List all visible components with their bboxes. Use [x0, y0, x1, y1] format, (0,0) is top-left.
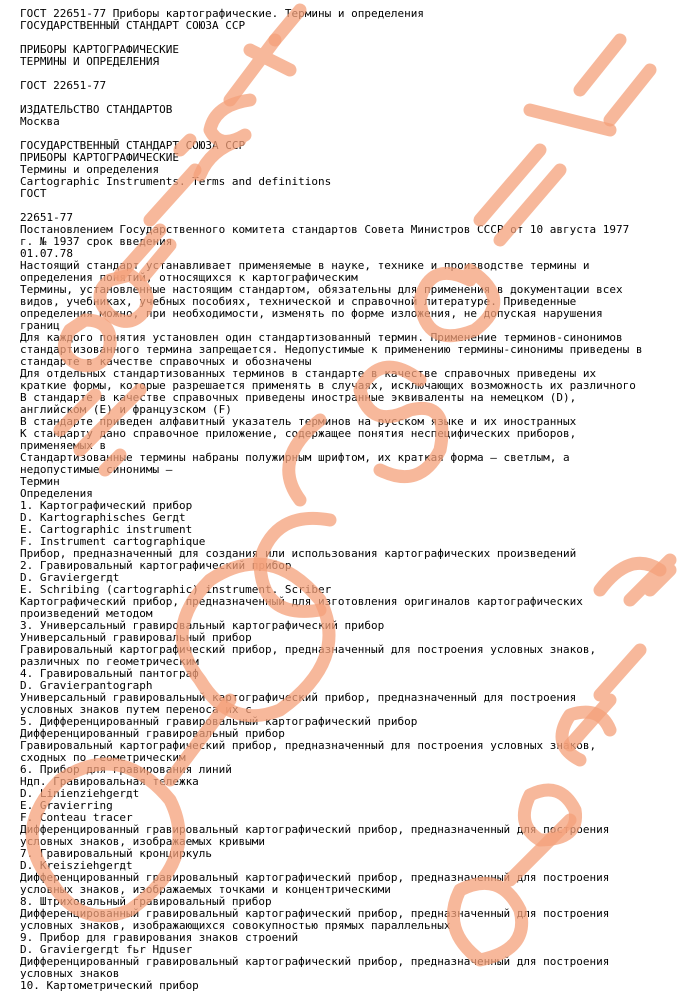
text-line: видов, учебниках, учебных пособиях, технической и справочной литературе. Приведенные: [20, 295, 577, 308]
text-line: условных знаков путем переноса их с: [20, 703, 252, 716]
text-line: ГОСТ 22651-77: [20, 79, 107, 92]
text-line: ГОСТ: [20, 187, 47, 200]
text-line: стандартизованного термина запрещается. Недопустимые к применению термины-синонимы приведены в: [20, 343, 643, 356]
text-line: ИЗДАТЕЛЬСТВО СТАНДАРТОВ: [20, 103, 173, 116]
text-line: Стандартизованные термины набраны полужирным шрифтом, их краткая форма — светлым, а: [20, 451, 570, 464]
text-line: различных по геометрическим: [20, 655, 199, 668]
text-line: Дифференцированный гравировальный прибор: [20, 727, 285, 740]
text-line: произведений методом: [20, 607, 153, 620]
text-line: [20, 200, 690, 212]
text-line: Картографический прибор, предназначенный для изготовления оригиналов картографических: [20, 595, 583, 608]
text-line: 2. Гравировальный картографический прибор: [20, 559, 292, 572]
text-line: определения понятий, относящихся к картографическим: [20, 271, 358, 284]
text-line: 7. Гравировальный кронциркуль: [20, 847, 213, 860]
text-line: ПРИБОРЫ КАРТОГРАФИЧЕСКИЕ: [20, 43, 179, 56]
text-line: Дифференцированный гравировальный картографический прибор, предназначенный для построения: [20, 955, 610, 968]
text-line: Для каждого понятия установлен один стандартизованный термин. Применение терминов-синонимов: [20, 331, 623, 344]
text-line: Дифференцированный гравировальный картографический прибор, предназначенный для построения: [20, 871, 610, 884]
text-line: Для отдельных стандартизованных терминов в стандарте в качестве справочных приведены их: [20, 367, 597, 380]
text-line: Гравировальный картографический прибор, предназначенный для построения условных знаков,: [20, 739, 597, 752]
text-line: стандарте в качестве справочных и обозначены: [20, 355, 312, 368]
text-line: Настоящий стандарт устанавливает применяемые в науке, технике и производстве термины и: [20, 259, 590, 272]
text-line: Постановлением Государственного комитета стандартов Совета Министров СССР от 10 августа 1977: [20, 223, 630, 236]
text-line: К стандарту дано справочное приложение, содержащее понятия неспецифических приборов,: [20, 427, 577, 440]
text-line: применяемых в: [20, 439, 107, 452]
text-line: Cartographic Instruments. Terms and definitions: [20, 175, 332, 188]
text-line: 1. Картографический прибор: [20, 499, 193, 512]
text-line: Гравировальный картографический прибор, предназначенный для построения условных знаков,: [20, 643, 597, 656]
text-line: F. Instrument cartographique: [20, 535, 206, 548]
text-line: D. Kreisziehgerдt: [20, 859, 133, 872]
text-line: В стандарте в качестве справочных приведены иностранные эквиваленты на немецком (D),: [20, 391, 577, 404]
text-line: сходных по геометрическим: [20, 751, 186, 764]
text-line: E. Gravierring: [20, 799, 113, 812]
text-line: английском (Е) и французском (F): [20, 403, 232, 416]
text-line: условных знаков, изображающихся совокупностью прямых параллельных: [20, 919, 451, 932]
text-line: Дифференцированный гравировальный картографический прибор, предназначенный для построения: [20, 907, 610, 920]
text-line: ГОСУДАРСТВЕННЫЙ СТАНДАРТ СОЮЗА ССР: [20, 19, 246, 32]
text-line: границ: [20, 319, 60, 332]
text-line: Москва: [20, 115, 60, 128]
text-line: 6. Прибор для гравирования линий: [20, 763, 232, 776]
text-line: D. Graviergerдt fьr Hдuser: [20, 943, 193, 956]
text-line: Универсальный гравировальный картографический прибор, предназначенный для построения: [20, 691, 577, 704]
text-line: 9. Прибор для гравирования знаков строений: [20, 931, 299, 944]
text-line: 4. Гравировальный пантограф: [20, 667, 199, 680]
text-line: определения можно, при необходимости, изменять по форме изложения, не допуская нарушения: [20, 307, 603, 320]
text-line: D. Kartographisches Gerдt: [20, 511, 186, 524]
text-line: Дифференцированный гравировальный картографический прибор, предназначенный для построения: [20, 823, 610, 836]
text-line: [20, 68, 690, 80]
text-line: условных знаков, изображаемых точками и концентрическими: [20, 883, 391, 896]
text-line: 3. Универсальный гравировальный картографический прибор: [20, 619, 385, 632]
text-line: условных знаков, изображаемых кривыми: [20, 835, 266, 848]
text-line: ТЕРМИНЫ И ОПРЕДЕЛЕНИЯ: [20, 55, 160, 68]
text-line: Ндп. Гравировальная тележка: [20, 775, 199, 788]
text-line: 22651-77: [20, 211, 73, 224]
document-text: [20, 8, 690, 992]
text-line: 10. Картометрический прибор: [20, 979, 199, 992]
text-line: Термин: [20, 475, 60, 488]
text-line: Термины, установленные настоящим стандартом, обязательны для применения в документации всех: [20, 283, 623, 296]
text-line: E. Schribing (cartographic) instrument. Scriber: [20, 583, 332, 596]
text-line: Термины и определения: [20, 163, 160, 176]
text-line: 5. Дифференцированный гравировальный картографический прибор: [20, 715, 418, 728]
text-line: краткие формы, которые разрешается применять в случаях, исключающих возможность их различного: [20, 379, 636, 392]
text-line: Прибор, предназначенный для создания или использования картографических произведений: [20, 547, 577, 560]
text-line: D. Gravierpantograph: [20, 679, 153, 692]
text-line: г. № 1937 срок введения: [20, 235, 173, 248]
text-line: E. Cartographic instrument: [20, 523, 193, 536]
text-line: 8. Штриховальный гравировальный прибор: [20, 895, 272, 908]
text-line: D. Graviergerдt: [20, 571, 120, 584]
text-line: В стандарте приведен алфавитный указатель терминов на русском языке и их иностранных: [20, 415, 577, 428]
text-line: недопустимые синонимы —: [20, 463, 173, 476]
text-line: Определения: [20, 487, 93, 500]
text-line: ГОСТ 22651-77 Приборы картографические. Термины и определения: [20, 7, 424, 20]
text-line: Универсальный гравировальный прибор: [20, 631, 252, 644]
text-line: ГОСУДАРСТВЕННЫЙ СТАНДАРТ СОЮЗА ССР: [20, 139, 246, 152]
text-line: D. Linienziehgerдt: [20, 787, 140, 800]
text-line: 01.07.78: [20, 247, 73, 260]
text-line: ПРИБОРЫ КАРТОГРАФИЧЕСКИЕ: [20, 151, 179, 164]
text-line: условных знаков: [20, 967, 120, 980]
text-line: F. Conteau tracer: [20, 811, 133, 824]
